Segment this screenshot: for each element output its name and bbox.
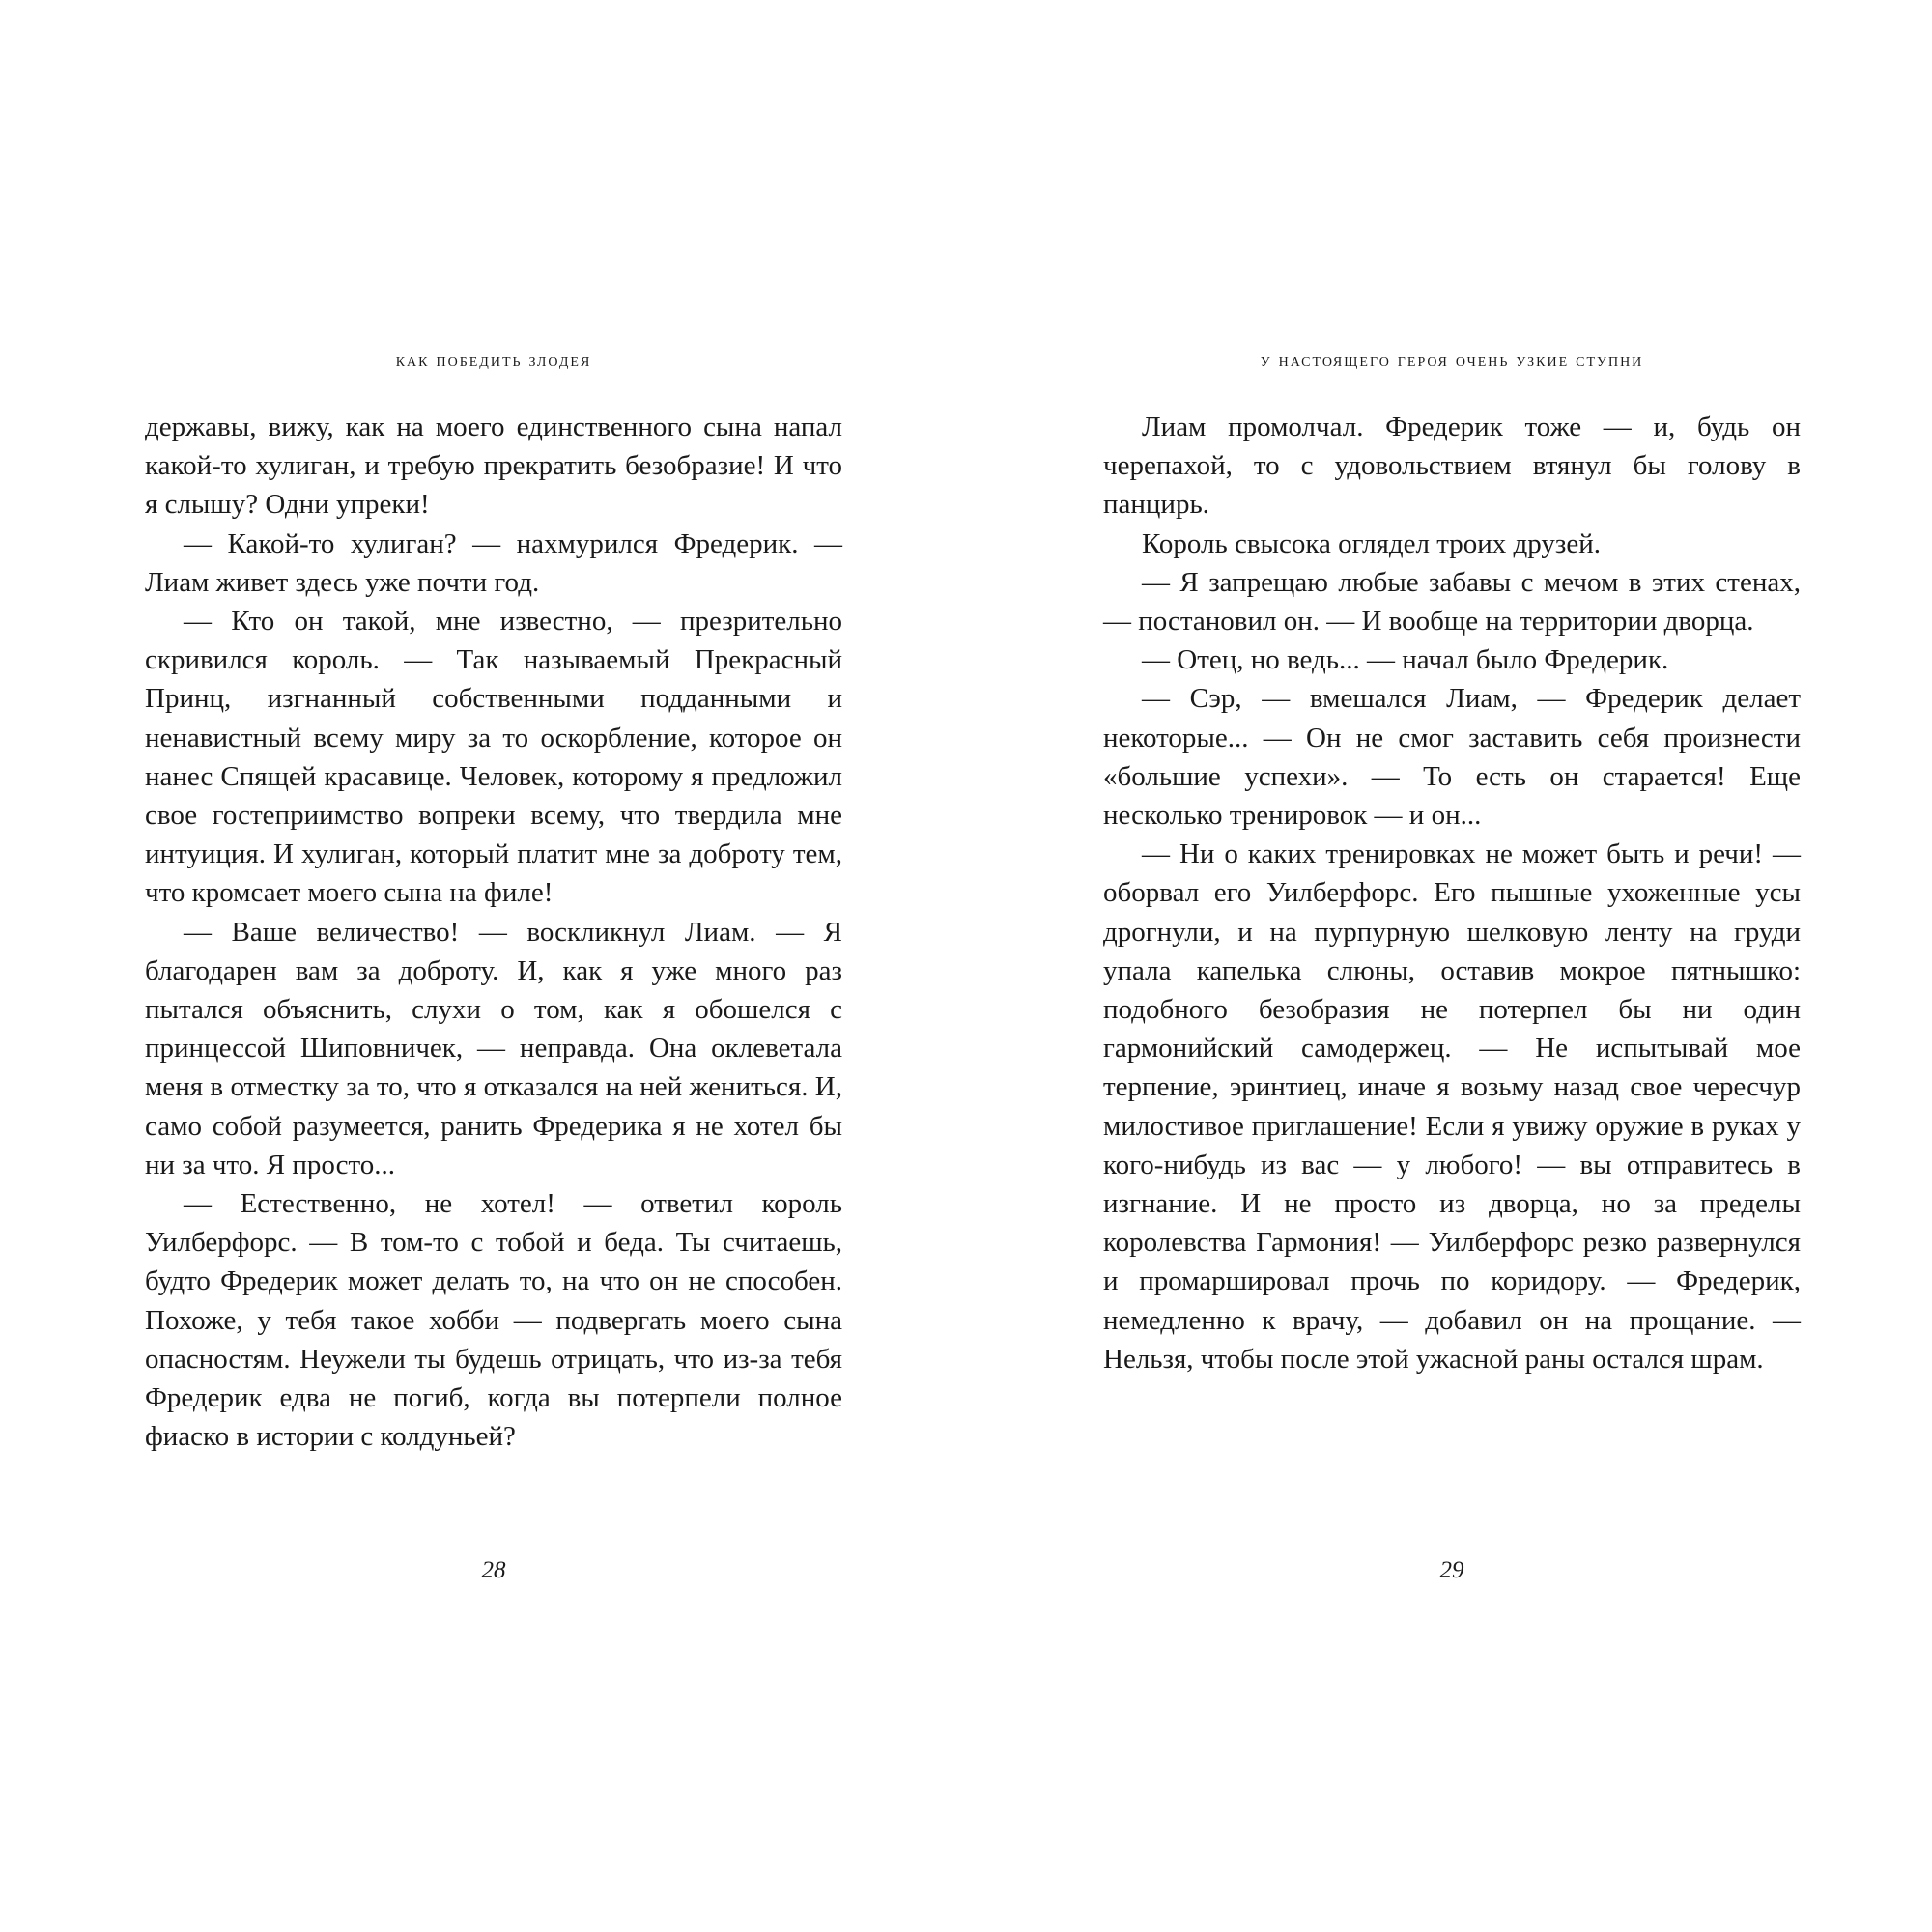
left-paragraph-3: — Кто он такой, мне известно, — презрительно скривился король. — Так называемый Прекрасный Принц, изгнанный собственными подданными и ненавистный всему миру за то оскорбление, которое он нанес Спящей красавице. Человек, которому я предложил свое гостеприимство вопреки всему, что твердила мне интуиция. И хулиган, который платит мне за доброту тем, что кромсает моего сына на филе! [145,606,842,909]
right-body-text [1103,408,1801,1378]
left-paragraph-1: державы, вижу, как на моего единственного сына напал какой-то хулиган, и требую прекратить безобразие! И что я слышу? Одни упреки! [145,412,842,521]
right-paragraph-1: Лиам промолчал. Фредерик тоже — и, будь он черепахой, то с удовольствием втянул бы голову в панцирь. [1103,412,1801,521]
left-paragraph-2: — Какой-то хулиган? — нахмурился Фредерик. — Лиам живет здесь уже почти год. [145,527,842,598]
left-paragraph-4: — Ваше величество! — воскликнул Лиам. — Я благодарен вам за доброту. И, как я уже много раз пытался объяснить, слухи о том, как я обошелся с принцессой Шиповничек, — неправда. Она оклеветала меня в отместку за то, что я отказался на ней жениться. И, само собой разумеется, ранить Фредерика я не хотел бы ни за что. Я просто... [145,916,842,1180]
left-body-text [145,408,842,1456]
right-paragraph-4: — Отец, но ведь... — начал было Фредерик. [1142,644,1669,676]
right-page [1103,0,1801,1932]
right-running-head: у настоящего героя очень узкие ступни [1260,350,1644,371]
right-page-number: 29 [1439,1557,1464,1583]
right-paragraph-6: — Ни о каких тренировках не может быть и речи! — оборвал его Уилберфорс. Его пышные ухоженные усы дрогнули, и на пурпурную шелковую ленту на груди упала капелька слюны, оставив мокрое пятнышко: подобного безобразия не потерпел бы ни один гармонийский самодержец. — Не испытывай мое терпение, эринтиец, иначе я возьму назад свое чересчур милостивое приглашение! Если я увижу оружие в руках у кого-нибудь из вас — у любого! — вы отправитесь в изгнание. И не просто из дворца, но за пределы королевства Гармония! — Уилберфорс резко развернулся и промаршировал прочь по коридору. — Фредерик, немедленно к врачу, — добавил он на прощание. — Нельзя, чтобы после этой ужасной раны остался шрам. [1103,838,1801,1375]
right-paragraph-2: Король свысока оглядел троих друзей. [1142,527,1602,559]
right-paragraph-5: — Сэр, — вмешался Лиам, — Фредерик делает некоторые... — Он не смог заставить себя произнести «большие успехи». — То есть он старается! Еще несколько тренировок — и он... [1103,683,1801,832]
left-running-head: как победить злодея [395,350,592,371]
left-page-number: 28 [481,1557,506,1583]
left-paragraph-5: — Естественно, не хотел! — ответил король Уилберфорс. — В том-то с тобой и беда. Ты считаешь, будто Фредерик может делать то, на что он не способен. Похоже, у тебя такое хобби — подвергать моего сына опасностям. Неужели ты будешь отрицать, что из-за тебя Фредерик едва не погиб, когда вы потерпели полное фиаско в истории с колдуньей? [145,1188,842,1453]
right-paragraph-3: — Я запрещаю любые забавы с мечом в этих стенах, — постановил он. — И вообще на территории дворца. [1103,566,1801,638]
left-page [145,0,842,1932]
